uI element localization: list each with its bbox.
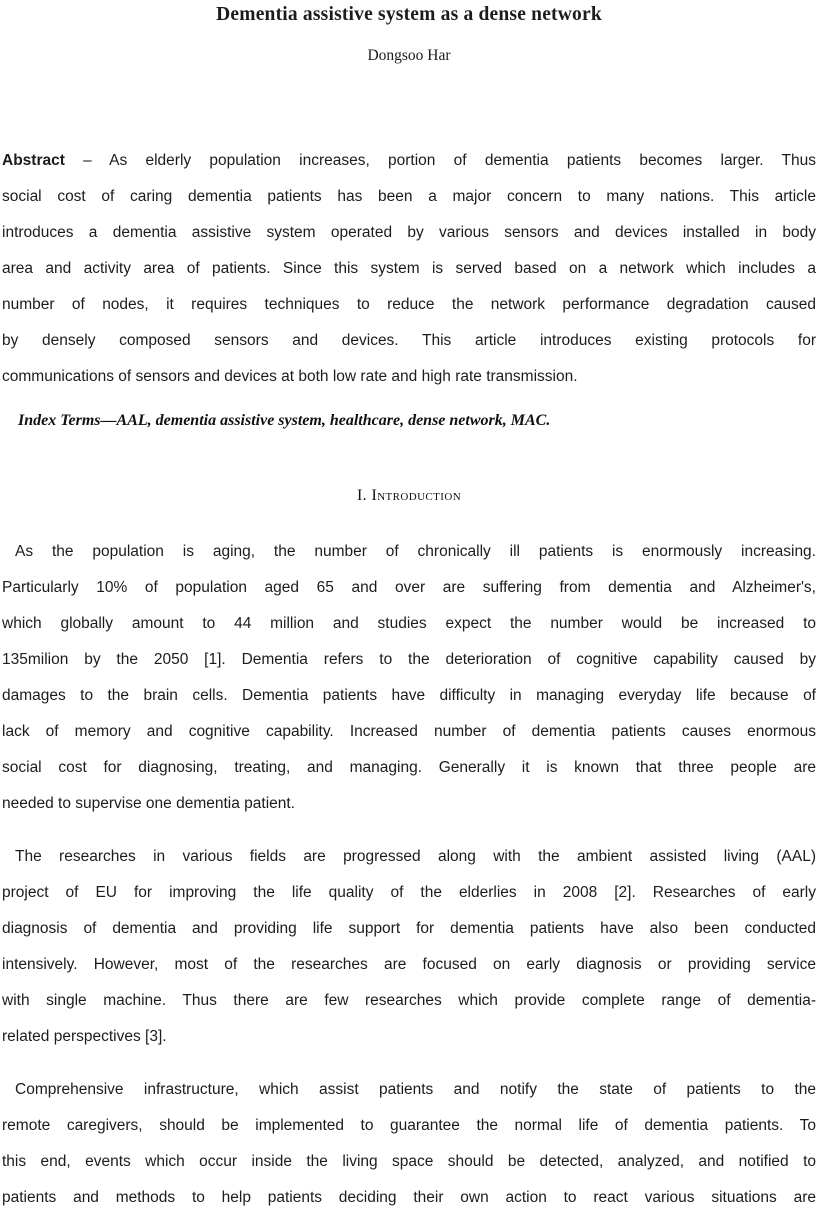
text-line: project of EU for improving the life quality of the elderlies in 2008 [2]. Researches of early (2, 884, 816, 901)
intro-paragraph-3 (2, 1072, 816, 1216)
abstract-line: area and activity area of patients. Since this system is served based on a network which includes a (2, 260, 816, 277)
text-line: patients and methods to help patients deciding their own action to react various situations are (2, 1189, 816, 1206)
page-title: Dementia assistive system as a dense network (216, 4, 602, 25)
abstract-line: introduces a dementia assistive system operated by various sensors and devices installed in body (2, 224, 816, 241)
text-line: damages to the brain cells. Dementia patients have difficulty in managing everyday life because of (2, 687, 816, 704)
text-line: which globally amount to 44 million and studies expect the number would be increased to (2, 615, 816, 632)
index-terms: Index Terms—AAL, dementia assistive system, healthcare, dense network, MAC. (18, 412, 551, 429)
abstract-line: social cost of caring dementia patients has been a major concern to many nations. This article (2, 188, 816, 205)
text-line: lack of memory and cognitive capability. Increased number of dementia patients causes enormous (2, 723, 816, 740)
text-line: intensively. However, most of the researches are focused on early diagnosis or providing service (2, 956, 816, 973)
text-line: Particularly 10% of population aged 65 and over are suffering from dementia and Alzheimer's, (2, 579, 816, 596)
text-line: needed to supervise one dementia patient. (2, 795, 295, 812)
text-line: remote caregivers, should be implemented to guarantee the normal life of dementia patients. To (2, 1117, 816, 1134)
text-line: 135milion by the 2050 [1]. Dementia refers to the deterioration of cognitive capability caused by (2, 651, 816, 668)
section-heading-introduction: I. Introduction (356, 487, 462, 504)
text-line: Comprehensive infrastructure, which assist patients and notify the state of patients to the (15, 1081, 816, 1098)
abstract-line: communications of sensors and devices at both low rate and high rate transmission. (2, 368, 578, 385)
text-line: social cost for diagnosing, treating, and managing. Generally it is known that three people are (2, 759, 816, 776)
abstract-line-text: – As elderly population increases, portion of dementia patients becomes larger. Thus (83, 152, 816, 169)
abstract-paragraph (2, 143, 816, 395)
intro-paragraph-1 (2, 534, 816, 822)
text-line: As the population is aging, the number of chronically ill patients is enormously increasing. (15, 543, 816, 560)
text-line: with single machine. Thus there are few researches which provide complete range of dementia- (2, 992, 816, 1009)
text-line: The researches in various fields are progressed along with the ambient assisted living (AAL) (15, 848, 816, 865)
text-line: diagnosis of dementia and providing life support for dementia patients have also been conducted (2, 920, 816, 937)
author-name: Dongsoo Har (367, 47, 451, 64)
abstract-line: number of nodes, it requires techniques to reduce the network performance degradation caused (2, 296, 816, 313)
abstract-line (2, 143, 816, 179)
paper-page (0, 3, 818, 1206)
abstract-label: Abstract (2, 152, 65, 169)
text-line: related perspectives [3]. (2, 1028, 167, 1045)
abstract-line: by densely composed sensors and devices. This article introduces existing protocols for (2, 332, 816, 349)
intro-paragraph-2 (2, 839, 816, 1055)
text-line: this end, events which occur inside the living space should be detected, analyzed, and notified to (2, 1153, 816, 1170)
